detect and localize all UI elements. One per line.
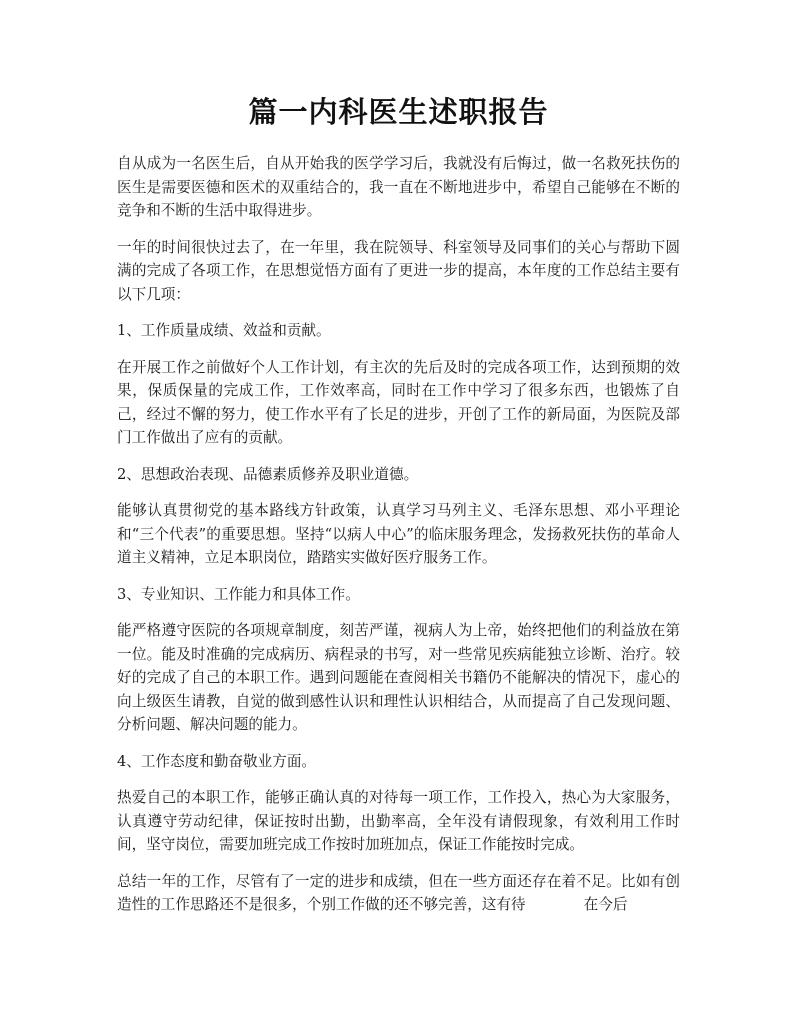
paragraph-summary	[117, 870, 680, 917]
paragraph-section-2: 能够认真贯彻党的基本路线方针政策，认真学习马列主义、毛泽东思想、邓小平理论和“三个代表”的重要思想。坚持“以病人中心”的临床服务理念，发扬救死扶伤的革命人道主义精神，立足本职岗位，踏踏实实做好医疗服务工作。	[117, 502, 680, 566]
section-heading-1: 1、工作质量成绩、效益和贡献。	[117, 322, 331, 339]
section-heading-4: 4、工作态度和勤奋敬业方面。	[117, 752, 317, 770]
summary-text-end: 在今后	[583, 896, 628, 913]
paragraph-intro: 自从成为一名医生后，自从开始我的医学学习后，我就没有后悔过，做一名救死扶伤的医生是需要医德和医术的双重结合的，我一直在不断地进步中，希望自己能够在不断的竞争和不断的生活中取得进步。	[117, 155, 680, 219]
section-heading-3: 3、专业知识、工作能力和具体工作。	[117, 585, 360, 603]
paragraph-section-3: 能严格遵守医院的各项规章制度，刻苦严谨，视病人为上帝，始终把他们的利益放在第一位。能及时准确的完成病历、病程录的书写，对一些常见疾病能独立诊断、治疗。较好的完成了自己的本职工作。遇到问题能在查阅相关书籍仍不能解决的情况下，虚心的向上级医生请教，自觉的做到感性认识和理性认识相结合，从而提高了自己发现问题、分析问题、解决问题的能力。	[117, 622, 680, 733]
summary-text-start: 总结一年的工作，尽管有了一定的进步和成绩，但在一些方面还存在着不足。比如有创造性的工作思路还不是很多，个别工作做的还不够完善，这有待	[117, 872, 680, 913]
document-title: 篇一内科医生述职报告	[248, 95, 549, 129]
paragraph-section-4: 热爱自己的本职工作，能够正确认真的对待每一项工作，工作投入，热心为大家服务，认真遵守劳动纪律，保证按时出勤，出勤率高，全年没有请假现象，有效利用工作时间，坚守岗位，需要加班完成工作按时加班加点，保证工作能按时完成。	[117, 789, 680, 853]
paragraph-overview: 一年的时间很快过去了，在一年里，我在院领导、科室领导及同事们的关心与帮助下圆满的完成了各项工作，在思想觉悟方面有了更进一步的提高，本年度的工作总结主要有以下几项：	[117, 238, 680, 303]
section-heading-2: 2、思想政治表现、品德素质修养及职业道德。	[117, 465, 419, 483]
paragraph-section-1: 在开展工作之前做好个人工作计划，有主次的先后及时的完成各项工作，达到预期的效果，保质保量的完成工作，工作效率高，同时在工作中学习了很多东西，也锻炼了自己，经过不懈的努力，使工作水平有了长足的进步，开创了工作的新局面，为医院及部门工作做出了应有的贡献。	[117, 358, 680, 446]
